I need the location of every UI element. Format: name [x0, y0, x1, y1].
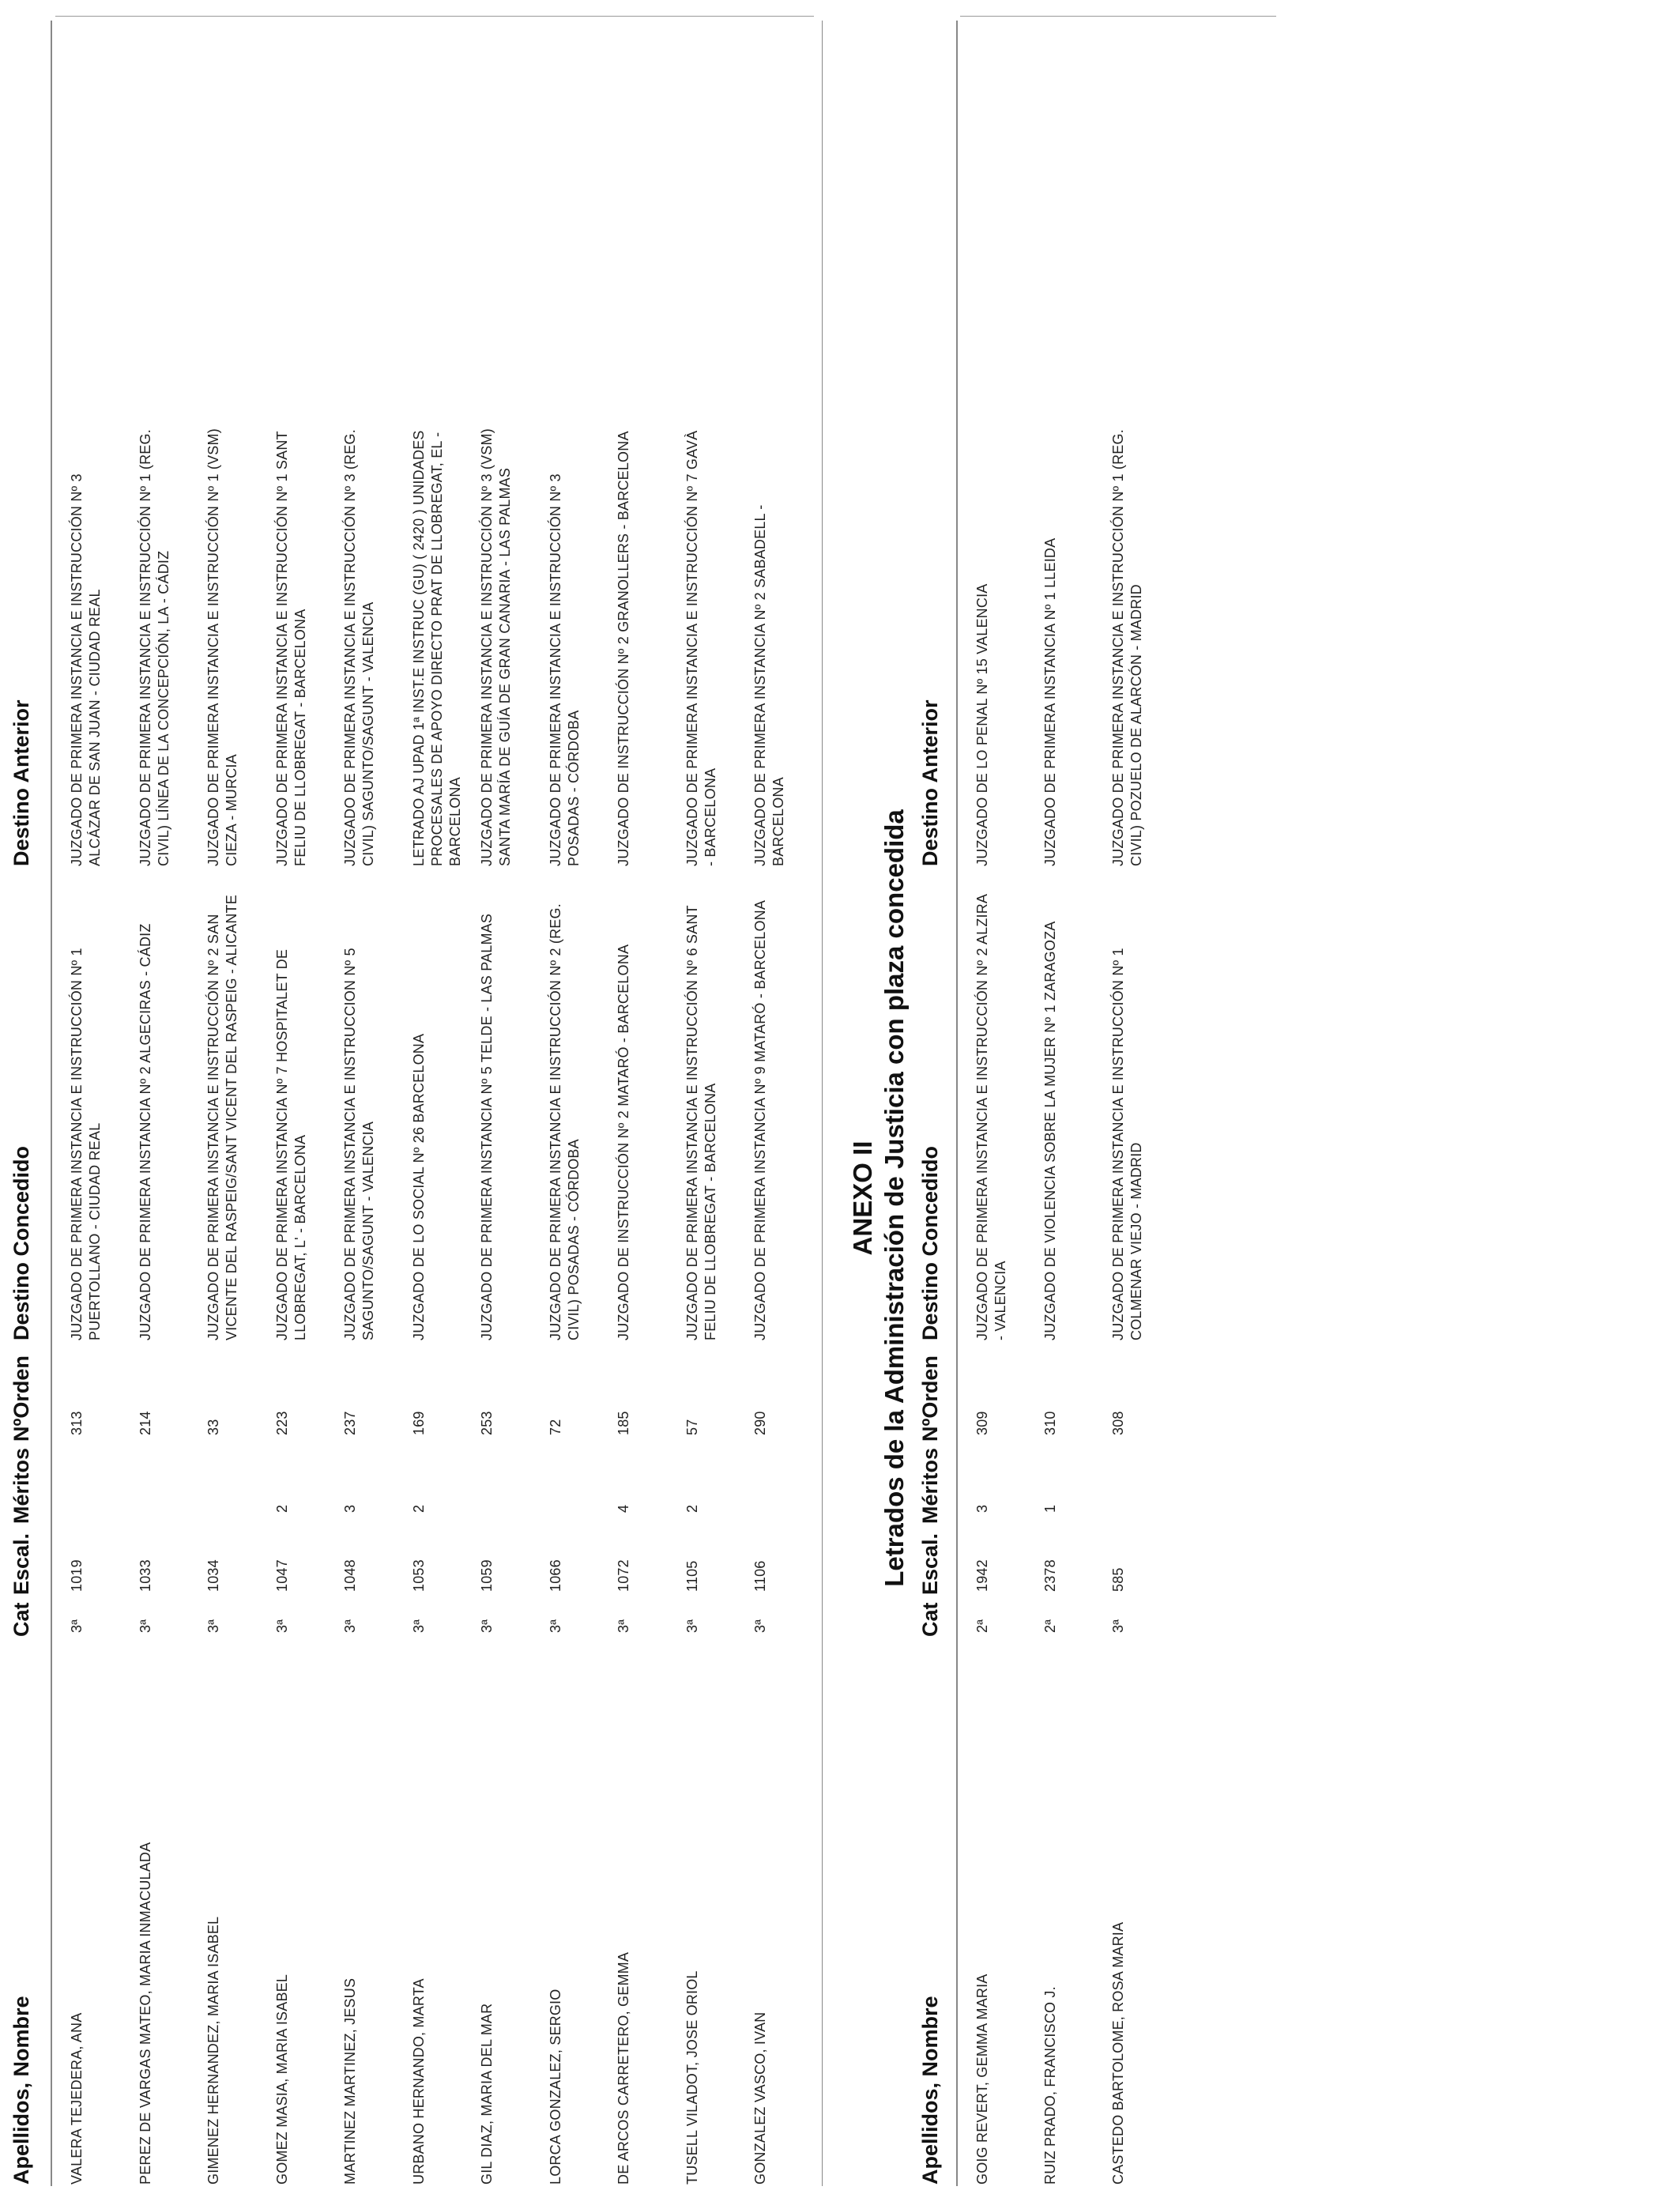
- table1-cell-anterior: JUZGADO DE PRIMERA INSTANCIA E INSTRUCCIÓN Nº 3 POSADAS - CÓRDOBA: [547, 473, 582, 866]
- table2-cell-orden: 308: [1110, 1411, 1126, 1435]
- table2-cell-concedido: JUZGADO DE PRIMERA INSTANCIA E INSTRUCCIÓN Nº 1 COLMENAR VIEJO - MADRID: [1110, 948, 1144, 1340]
- table1-cell-concedido: JUZGADO DE PRIMERA INSTANCIA E INSTRUCCION Nº 5 SAGUNTO/SAGUNT - VALENCIA: [342, 948, 376, 1340]
- table1-cell-nombre: URBANO HERNANDO, MARTA: [410, 1978, 427, 2185]
- header2-anterior: Destino Anterior: [918, 699, 942, 866]
- header-apellidos: Apellidos, Nombre: [9, 1996, 33, 2185]
- table2-cell-orden: 310: [1042, 1411, 1058, 1435]
- table1-cell-cat: 3ª: [410, 1619, 427, 1633]
- header2-concedido: Destino Concedido: [918, 1145, 942, 1340]
- table1-cell-nombre: PEREZ DE VARGAS MATEO, MARIA INMACULADA: [137, 1842, 153, 2185]
- table1-cell-meritos: 2: [410, 1504, 427, 1513]
- table1-cell-escal: 1053: [410, 1559, 427, 1592]
- table1-cell-nombre: GONZALEZ VASCO, IVAN: [752, 2011, 768, 2185]
- table1-cell-concedido: JUZGADO DE LO SOCIAL Nº 26 BARCELONA: [410, 1033, 427, 1340]
- table2-cell-nombre: CASTEDO BARTOLOME, ROSA MARIA: [1110, 1921, 1126, 2185]
- table2-cell-escal: 2378: [1042, 1559, 1058, 1592]
- table1-cell-nombre: GIMENEZ HERNANDEZ, MARIA ISABEL: [205, 1916, 221, 2185]
- table1-cell-cat: 3ª: [342, 1619, 358, 1633]
- header2-meritos: Méritos: [918, 1447, 942, 1524]
- table1-cell-orden: 72: [547, 1419, 563, 1435]
- header-norden: NºOrden: [9, 1355, 33, 1442]
- header2-rule: [956, 21, 958, 2186]
- table1-cell-concedido: JUZGADO DE PRIMERA INSTANCIA E INSTRUCCIÓN Nº 2 SAN VICENTE DEL RASPEIG/SANT VICENT DEL RASPEIG - ALICANTE: [205, 895, 239, 1340]
- table1-cell-orden: 214: [137, 1411, 153, 1435]
- table2-cell-orden: 309: [974, 1411, 990, 1435]
- table1-cell-anterior: JUZGADO DE PRIMERA INSTANCIA E INSTRUCCIÓN Nº 3 (VSM) SANTA MARÍA DE GUÍA DE GRAN CANARIA - LAS PALMAS: [479, 428, 513, 866]
- header-cat: Cat: [9, 1602, 33, 1637]
- header2-cat: Cat: [918, 1602, 942, 1637]
- table1-cell-escal: 1072: [616, 1559, 631, 1592]
- table2-cell-cat: 2ª: [1042, 1619, 1058, 1633]
- table1-cell-nombre: TUSELL VILADOT, JOSE ORIOL: [684, 1970, 700, 2185]
- table1-cell-concedido: JUZGADO DE PRIMERA INSTANCIA E INSTRUCCIÓN Nº 6 SANT FELIU DE LLOBREGAT - BARCELONA: [684, 905, 718, 1340]
- table1-cell-orden: 313: [69, 1411, 85, 1435]
- table2-cell-meritos: 3: [974, 1504, 990, 1513]
- table1-cell-escal: 1105: [684, 1560, 700, 1592]
- table1-cell-anterior: JUZGADO DE PRIMERA INSTANCIA E INSTRUCCIÓN Nº 1 SANT FELIU DE LLOBREGAT - BARCELONA: [273, 431, 308, 866]
- table2-cell-nombre: GOIG REVERT, GEMMA MARIA: [974, 1973, 990, 2185]
- table1-cell-anterior: JUZGADO DE PRIMERA INSTANCIA E INSTRUCCIÓN Nº 3 ALCÁZAR DE SAN JUAN - CIUDAD REAL: [69, 473, 103, 866]
- table1-cell-orden: 169: [410, 1411, 427, 1435]
- table1-cell-escal: 1034: [205, 1559, 221, 1592]
- table1-cell-anterior: JUZGADO DE PRIMERA INSTANCIA E INSTRUCCIÓN Nº 7 GAVÀ - BARCELONA: [684, 430, 718, 866]
- table2-cell-cat: 2ª: [974, 1619, 990, 1633]
- table1-cell-anterior: JUZGADO DE PRIMERA INSTANCIA E INSTRUCCIÓN Nº 3 (REG. CIVIL) SAGUNTO/SAGUNT - VALENCIA: [342, 429, 376, 866]
- table2-cell-escal: 1942: [974, 1559, 990, 1592]
- table1-cell-cat: 3ª: [479, 1619, 495, 1633]
- edge-line-top: [55, 16, 814, 17]
- table1-cell-nombre: LORCA GONZALEZ, SERGIO: [547, 1989, 563, 2185]
- header-rule: [51, 21, 52, 2186]
- table1-cell-nombre: GIL DIAZ, MARIA DEL MAR: [479, 2003, 495, 2185]
- header-escal: Escal.: [9, 1532, 33, 1595]
- table1-cell-cat: 3ª: [273, 1619, 290, 1633]
- table1-cell-escal: 1019: [69, 1559, 85, 1592]
- table1-cell-concedido: JUZGADO DE INSTRUCCIÓN Nº 2 MATARÓ - BARCELONA: [616, 944, 631, 1340]
- annex-subtitle: Letrados de la Administración de Justicia con plaza concedida: [880, 809, 909, 1587]
- table1-cell-meritos: 2: [684, 1504, 700, 1513]
- table1-cell-meritos: 2: [273, 1504, 290, 1513]
- table2-cell-cat: 3ª: [1110, 1619, 1126, 1633]
- table2-cell-escal: 585: [1110, 1567, 1126, 1592]
- table1-cell-cat: 3ª: [547, 1619, 563, 1633]
- table2-cell-meritos: 1: [1042, 1504, 1058, 1513]
- table1-cell-cat: 3ª: [69, 1619, 85, 1633]
- header-anterior: Destino Anterior: [9, 699, 33, 866]
- table1-cell-anterior: JUZGADO DE PRIMERA INSTANCIA Nº 2 SABADELL - BARCELONA: [752, 504, 786, 866]
- table1-cell-anterior: JUZGADO DE PRIMERA INSTANCIA E INSTRUCCIÓN Nº 1 (REG. CIVIL) LÍNEA DE LA CONCEPCIÓN, LA - CÁDIZ: [137, 429, 171, 866]
- table1-cell-concedido: JUZGADO DE PRIMERA INSTANCIA E INSTRUCCIÓN Nº 2 (REG. CIVIL) POSADAS - CÓRDOBA: [547, 903, 582, 1340]
- table1-cell-nombre: MARTINEZ MARTINEZ, JESUS: [342, 1977, 358, 2185]
- table1-cell-nombre: DE ARCOS CARRETERO, GEMMA: [616, 1951, 631, 2185]
- header2-apellidos: Apellidos, Nombre: [918, 1996, 942, 2185]
- table1-cell-anterior: LETRADO AJ UPAD 1ª INST.E INSTRUC (GU) ( 2420 ) UNIDADES PROCESALES DE APOYO DIRECTO PRAT DE LLOBREGAT, EL - BARCELONA: [410, 430, 463, 866]
- table1-cell-anterior: JUZGADO DE INSTRUCCIÓN Nº 2 GRANOLLERS - BARCELONA: [616, 431, 631, 866]
- table1-cell-orden: 237: [342, 1411, 358, 1435]
- table2-cell-concedido: JUZGADO DE VIOLENCIA SOBRE LA MUJER Nº 1 ZARAGOZA: [1042, 921, 1058, 1340]
- header-concedido: Destino Concedido: [9, 1145, 33, 1340]
- header2-norden: NºOrden: [918, 1355, 942, 1442]
- table2-cell-concedido: JUZGADO DE PRIMERA INSTANCIA E INSTRUCCIÓN Nº 2 ALZIRA - VALENCIA: [974, 894, 1008, 1340]
- table1-cell-cat: 3ª: [684, 1619, 700, 1633]
- table1-cell-orden: 33: [205, 1419, 221, 1435]
- annex-title: [847, 724, 910, 1672]
- table1-cell-orden: 185: [616, 1411, 631, 1435]
- table1-cell-concedido: JUZGADO DE PRIMERA INSTANCIA Nº 7 HOSPITALET DE LLOBREGAT, L' - BARCELONA: [273, 948, 308, 1340]
- table1-cell-escal: 1059: [479, 1559, 495, 1592]
- table1-cell-anterior: JUZGADO DE PRIMERA INSTANCIA E INSTRUCCIÓN Nº 1 (VSM) CIEZA - MURCIA: [205, 428, 239, 866]
- table1-cell-escal: 1047: [273, 1559, 290, 1592]
- table1-cell-nombre: VALERA TEJEDERA, ANA: [69, 2012, 85, 2185]
- table2-cell-anterior: JUZGADO DE PRIMERA INSTANCIA E INSTRUCCIÓN Nº 1 (REG. CIVIL) POZUELO DE ALARCÓN - MADRID: [1110, 429, 1144, 866]
- table2-cell-anterior: JUZGADO DE LO PENAL Nº 15 VALENCIA: [974, 583, 990, 866]
- table1-cell-escal: 1066: [547, 1559, 563, 1592]
- table1-cell-escal: 1033: [137, 1559, 153, 1592]
- table2-cell-anterior: JUZGADO DE PRIMERA INSTANCIA Nº 1 LLEIDA: [1042, 537, 1058, 866]
- table1-cell-concedido: JUZGADO DE PRIMERA INSTANCIA Nº 2 ALGECIRAS - CÁDIZ: [137, 923, 153, 1340]
- table1-cell-cat: 3ª: [205, 1619, 221, 1633]
- table1-cell-orden: 57: [684, 1419, 700, 1435]
- table1-cell-cat: 3ª: [616, 1619, 631, 1633]
- edge-line-bottom: [960, 16, 1276, 17]
- table1-cell-cat: 3ª: [752, 1619, 768, 1633]
- table1-cell-orden: 223: [273, 1411, 290, 1435]
- table1-cell-orden: 290: [752, 1411, 768, 1435]
- table1-cell-cat: 3ª: [137, 1619, 153, 1633]
- table1-cell-escal: 1106: [752, 1560, 768, 1592]
- table1-cell-concedido: JUZGADO DE PRIMERA INSTANCIA Nº 9 MATARÓ - BARCELONA: [752, 899, 768, 1340]
- table2-cell-nombre: RUIZ PRADO, FRANCISCO J.: [1042, 1986, 1058, 2185]
- table1-cell-escal: 1048: [342, 1559, 358, 1592]
- table1-cell-concedido: JUZGADO DE PRIMERA INSTANCIA Nº 5 TELDE - LAS PALMAS: [479, 913, 495, 1340]
- table1-cell-concedido: JUZGADO DE PRIMERA INSTANCIA E INSTRUCCIÓN Nº 1 PUERTOLLANO - CIUDAD REAL: [69, 948, 103, 1340]
- table1-cell-orden: 253: [479, 1411, 495, 1435]
- table-1-bottom-rule: [822, 21, 823, 2186]
- header2-escal: Escal.: [918, 1532, 942, 1595]
- table1-cell-meritos: 4: [616, 1504, 631, 1513]
- table1-cell-meritos: 3: [342, 1504, 358, 1513]
- table1-cell-nombre: GOMEZ MASIA, MARIA ISABEL: [273, 1973, 290, 2185]
- annex-number: ANEXO II: [848, 1140, 877, 1256]
- header-meritos: Méritos: [9, 1447, 33, 1524]
